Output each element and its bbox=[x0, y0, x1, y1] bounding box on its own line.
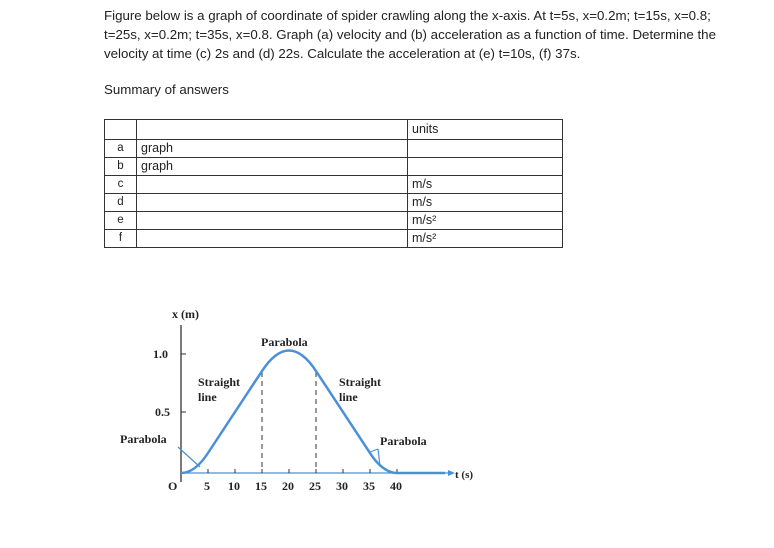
position-curve bbox=[181, 351, 445, 474]
y-tick-label: 0.5 bbox=[155, 405, 170, 419]
pointer-parabola-right-b bbox=[370, 449, 378, 452]
answer-cell[interactable]: graph bbox=[137, 158, 408, 176]
y-tick-label: 1.0 bbox=[153, 347, 168, 361]
summary-title: Summary of answers bbox=[104, 82, 229, 97]
row-letter: a bbox=[105, 140, 137, 158]
row-letter: d bbox=[105, 194, 137, 212]
x-tick-label: 15 bbox=[255, 479, 267, 493]
straight-right-label-1: Straight bbox=[339, 375, 381, 389]
x-axis-label: t (s) bbox=[455, 469, 474, 481]
parabola-top-label: Parabola bbox=[261, 335, 308, 349]
row-letter: e bbox=[105, 212, 137, 230]
answer-cell[interactable]: graph bbox=[137, 140, 408, 158]
problem-statement: Figure below is a graph of coordinate of spider crawling along the x-axis. At t=5s, x=0.2m; t=15s, x=0.8; t=25s, x=0.2m; t=35s, x=0.8. Graph (a) velocity and (b) acceleration as a function of time. Determine the velocity at time (c) 2s and (d) 22s. Calculate the acceleration at (e) t=10s, (f) 37s. bbox=[104, 8, 716, 61]
x-axis-arrow-icon bbox=[448, 470, 455, 476]
unit-cell: m/s bbox=[408, 194, 563, 212]
straight-right-label-2: line bbox=[339, 390, 358, 404]
origin-label: O bbox=[168, 479, 178, 493]
straight-left-label-2: line bbox=[198, 390, 217, 404]
x-tick-label: 10 bbox=[228, 479, 240, 493]
unit-cell: m/s² bbox=[408, 212, 563, 230]
x-tick-label: 20 bbox=[282, 479, 294, 493]
parabola-right-label: Parabola bbox=[380, 434, 427, 448]
row-letter: b bbox=[105, 158, 137, 176]
row-letter: c bbox=[105, 176, 137, 194]
straight-left-label-1: Straight bbox=[198, 375, 240, 389]
units-header: units bbox=[408, 120, 563, 140]
unit-cell: m/s² bbox=[408, 230, 563, 248]
parabola-left-label: Parabola bbox=[120, 432, 167, 446]
unit-cell: m/s bbox=[408, 176, 563, 194]
y-axis-label: x (m) bbox=[172, 307, 199, 321]
x-tick-label: 25 bbox=[309, 479, 321, 493]
x-tick-label: 40 bbox=[390, 479, 402, 493]
row-letter: f bbox=[105, 230, 137, 248]
x-tick-label: 35 bbox=[363, 479, 375, 493]
x-tick-label: 30 bbox=[336, 479, 348, 493]
x-tick-label: 5 bbox=[204, 479, 210, 493]
